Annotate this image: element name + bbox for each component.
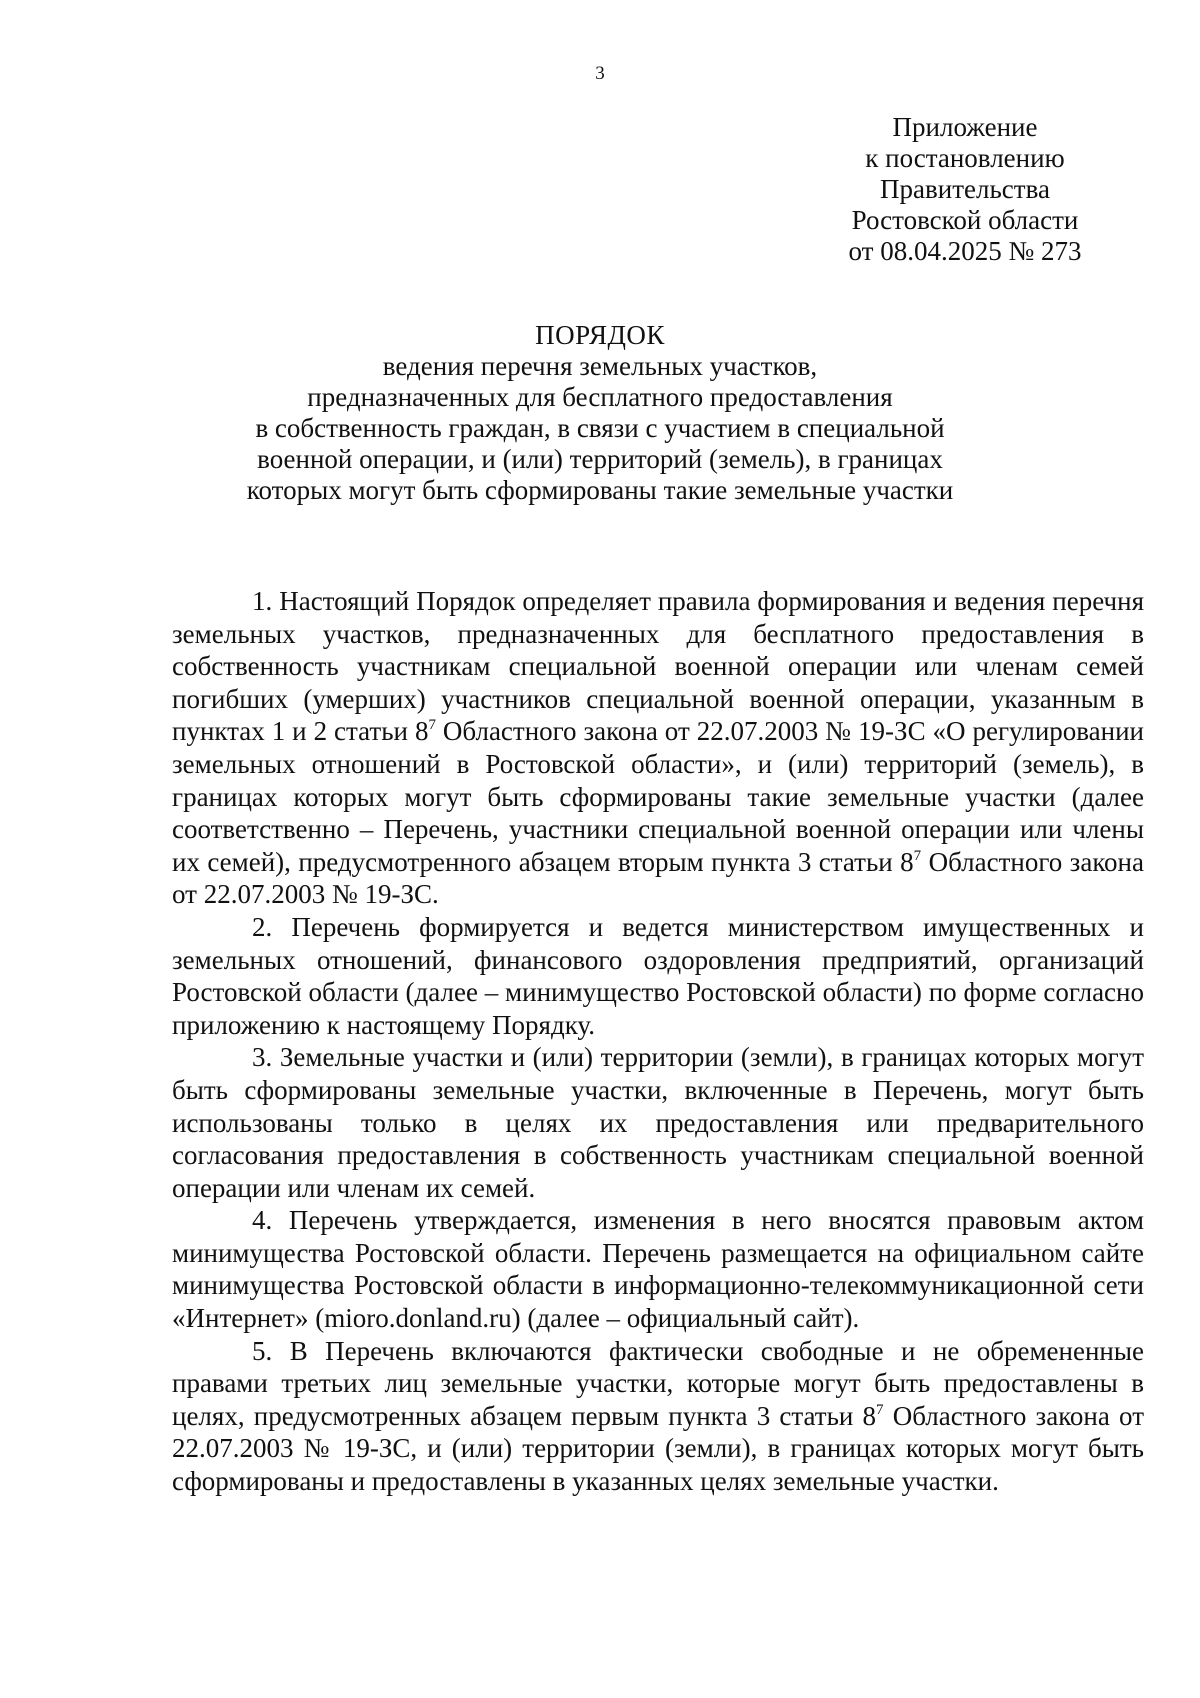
paragraph-text: Областного закона от 22.07.2003 № 19-ЗС.	[172, 846, 1144, 910]
superscript: 7	[428, 717, 436, 734]
heading-line: ведения перечня земельных участков,	[382, 351, 818, 381]
appendix-line: Правительства	[880, 174, 1050, 204]
paragraph-5	[172, 1335, 1144, 1498]
superscript: 7	[876, 1401, 884, 1418]
document-heading	[150, 320, 1050, 506]
paragraph-2: 2. Перечень формируется и ведется министерством имущественных и земельных отношений, финансового оздоровления предприятий, организаций Ростовской области (далее – минимущество Ростовской области) по форме согласно приложению к настоящему Порядку.	[172, 911, 1144, 1040]
document-title: ПОРЯДОК	[535, 320, 665, 350]
appendix-line: от 08.04.2025 № 273	[848, 236, 1082, 266]
paragraph-text: 5. В Перечень включаются фактически свободные и не обремененные правами третьих лиц земельные участки, которые могут быть предоставлены в целях, предусмотренных абзацем первым пункта 3 статьи 8	[172, 1335, 1144, 1431]
appendix-line: Приложение	[892, 112, 1038, 142]
paragraph-1	[172, 585, 1144, 911]
heading-line: в собственность граждан, в связи с участием в специальной	[255, 413, 945, 443]
superscript: 7	[913, 847, 922, 864]
paragraph-text: Областного закона от 22.07.2003 № 19-ЗС, и (или) территории (земли), в границах которых могут быть сформированы и предоставлены в указанных целях земельные участки.	[172, 1400, 1144, 1497]
heading-line: предназначенных для бесплатного предоставления	[307, 382, 893, 412]
document-body	[172, 585, 1144, 1498]
heading-line: которых могут быть сформированы такие земельные участки	[246, 475, 954, 505]
heading-line: военной операции, и (или) территорий (земель), в границах	[257, 444, 943, 474]
paragraph-text: Областного закона от 22.07.2003 № 19-ЗС «О регулировании земельных отношений в Ростовской области», и (или) территорий (земель), в границах которых могут быть сформированы такие земельные участки (далее соответственно – Перечень, участники специальной военной операции или члены их семей), предусмотренного абзацем вторым пункта 3 статьи 8	[172, 716, 1145, 877]
paragraph-4: 4. Перечень утверждается, изменения в него вносятся правовым актом минимущества Ростовской области. Перечень размещается на официальном сайте минимущества Ростовской области в информационно-телекоммуникационной сети «Интернет» (mioro.donland.ru) (далее – официальный сайт).	[172, 1205, 1144, 1334]
appendix-block	[820, 112, 1110, 267]
page-number: 3	[595, 63, 605, 84]
appendix-line: Ростовской области	[851, 205, 1079, 235]
appendix-line: к постановлению	[865, 143, 1065, 173]
paragraph-3: 3. Земельные участки и (или) территории (земли), в границах которых могут быть сформированы земельные участки, включенные в Перечень, могут быть использованы только в целях их предоставления или предварительного согласования предоставления в собственность участникам специальной военной операции или членам их семей.	[172, 1042, 1144, 1203]
paragraph-text: 1. Настоящий Порядок определяет правила формирования и ведения перечня земельных участков, предназначенных для бесплатного предоставления в собственность участникам специальной военной операции или членам семей погибших (умерших) участников специальной военной операции, указанным в пунктах 1 и 2 статьи 8	[172, 586, 1144, 747]
